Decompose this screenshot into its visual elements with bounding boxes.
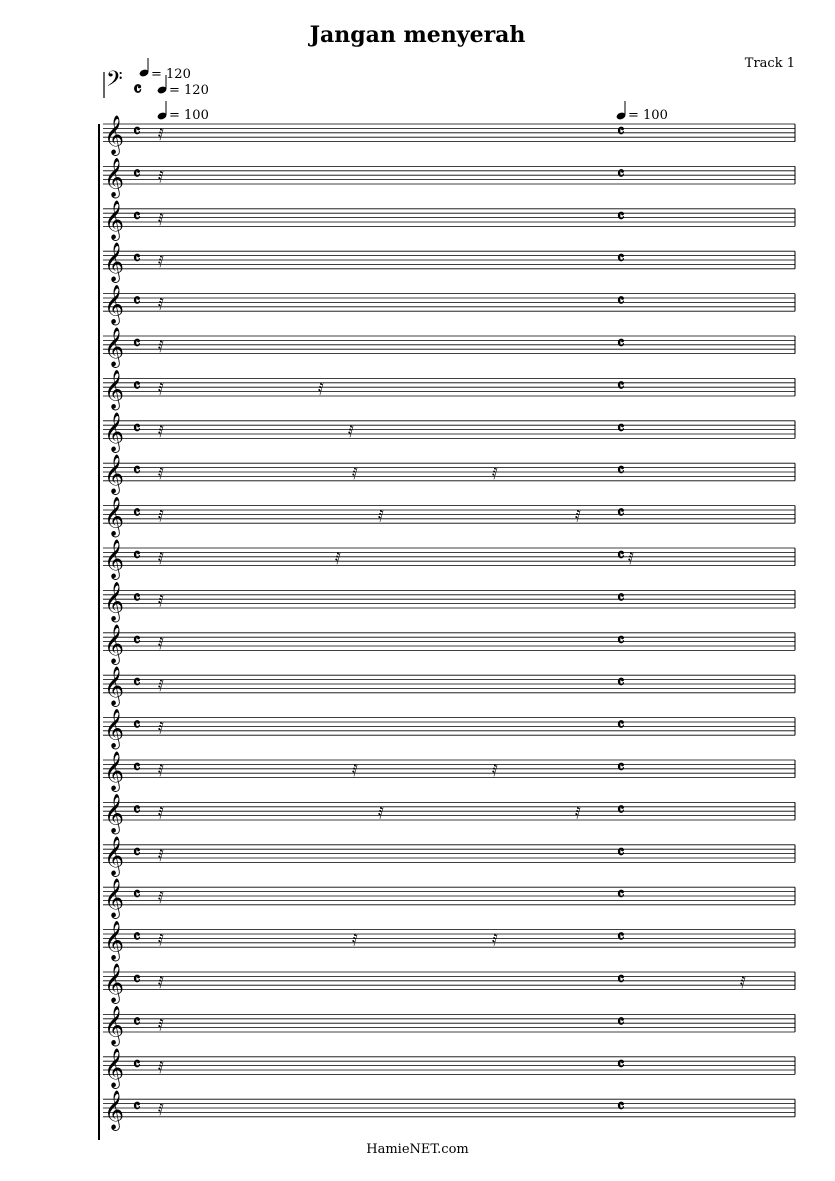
rest-icon: 𝅀 — [158, 209, 164, 229]
treble-clef-icon: 𝄞 — [104, 1047, 125, 1088]
rest-icon: 𝅀 — [158, 591, 164, 611]
treble-clef-icon: 𝄞 — [104, 708, 125, 749]
staff — [103, 793, 795, 834]
time-signature: 𝄴 — [133, 376, 141, 397]
time-signature: 𝄴 — [133, 1054, 141, 1075]
rest-icon: 𝅀 — [492, 464, 498, 484]
rest-icon: 𝅀 — [492, 761, 498, 780]
treble-clef-icon: 𝄞 — [104, 242, 125, 283]
tempo-text: = 120 — [169, 83, 209, 98]
rest-icon: 𝅀 — [348, 421, 354, 441]
staff — [103, 751, 795, 792]
treble-clef-icon: 𝄞 — [104, 581, 125, 622]
time-signature: 𝄴 — [617, 546, 625, 566]
time-signature: 𝄴 — [133, 77, 142, 101]
rest-icon: 𝅀 — [158, 421, 164, 441]
staff — [103, 581, 795, 622]
rest-icon: 𝅀 — [352, 761, 358, 780]
staff — [103, 878, 795, 919]
staff — [103, 242, 795, 283]
rest-icon: 𝅀 — [158, 252, 164, 272]
staff — [103, 624, 795, 665]
rest-icon: 𝅀 — [158, 549, 164, 568]
staff — [103, 412, 795, 453]
time-signature: 𝄴 — [617, 588, 625, 609]
rest-icon: 𝅀 — [575, 506, 581, 526]
staff — [103, 200, 795, 241]
time-signature: 𝄴 — [133, 291, 141, 312]
time-signature: 𝄴 — [617, 1012, 625, 1033]
staff — [103, 1048, 795, 1089]
time-signature: 𝄴 — [617, 1097, 625, 1118]
rest-icon: 𝅀 — [158, 845, 164, 865]
time-signature: 𝄴 — [617, 800, 625, 821]
time-signature: 𝄴 — [617, 334, 625, 354]
rest-icon: 𝅀 — [158, 125, 164, 144]
treble-clef-icon: 𝄞 — [104, 411, 125, 452]
time-signature: 𝄴 — [617, 715, 625, 736]
staff — [103, 709, 795, 750]
time-signature: 𝄴 — [617, 630, 625, 651]
time-signature: 𝄴 — [133, 673, 141, 694]
rest-icon: 𝅀 — [158, 888, 164, 908]
treble-clef-icon: 𝄞 — [104, 284, 125, 325]
rest-icon: 𝅀 — [158, 167, 164, 187]
rest-icon: 𝅀 — [158, 803, 164, 823]
time-signature: 𝄴 — [617, 206, 625, 227]
track-label: Track 1 — [744, 56, 795, 71]
footer-credit: HamieNET.com — [366, 1142, 469, 1157]
bass-system — [104, 58, 668, 123]
time-signature: 𝄴 — [617, 376, 625, 397]
tempo-text: = 100 — [628, 108, 668, 123]
time-signature: 𝄴 — [617, 291, 625, 312]
rest-icon: 𝅀 — [158, 761, 164, 780]
time-signature: 𝄴 — [133, 715, 141, 736]
treble-clef-icon: 𝄞 — [104, 623, 125, 664]
staff — [103, 963, 795, 1004]
time-signature: 𝄴 — [617, 970, 625, 990]
treble-clef-icon: 𝄞 — [104, 327, 125, 367]
treble-clef-icon: 𝄞 — [104, 751, 125, 791]
bass-clef-icon: 𝄢 — [106, 67, 123, 97]
treble-clef-icon: 𝄞 — [104, 199, 125, 240]
time-signature: 𝄴 — [133, 630, 141, 651]
time-signature: 𝄴 — [617, 885, 625, 906]
staff — [103, 539, 795, 580]
rest-icon: 𝅀 — [158, 379, 164, 399]
rest-icon: 𝅀 — [628, 549, 634, 568]
time-signature: 𝄴 — [133, 461, 141, 482]
staff — [103, 369, 795, 410]
tempo-text: = 120 — [151, 67, 191, 82]
time-signature: 𝄴 — [133, 122, 141, 142]
time-signature: 𝄴 — [617, 503, 625, 524]
rest-icon: 𝅀 — [158, 676, 164, 696]
staff — [103, 666, 795, 707]
rest-icon: 𝅀 — [158, 1100, 164, 1120]
time-signature: 𝄴 — [133, 1097, 141, 1118]
rest-icon: 𝅀 — [158, 464, 164, 484]
rest-icon: 𝅀 — [158, 973, 164, 992]
time-signature: 𝄴 — [133, 249, 141, 270]
time-signature: 𝄴 — [133, 927, 141, 948]
rest-icon: 𝅀 — [318, 379, 324, 399]
treble-clef-icon: 𝄞 — [104, 115, 125, 155]
rest-icon: 𝅀 — [158, 1015, 164, 1035]
rest-icon: 𝅀 — [378, 803, 384, 823]
time-signature: 𝄴 — [133, 885, 141, 906]
treble-clef-icon: 𝄞 — [104, 963, 125, 1003]
rest-icon: 𝅀 — [158, 1057, 164, 1077]
treble-clef-icon: 𝄞 — [104, 1090, 125, 1131]
treble-clef-icon: 𝄞 — [104, 666, 125, 707]
time-signature: 𝄴 — [133, 334, 141, 354]
time-signature: 𝄴 — [617, 1054, 625, 1075]
time-signature: 𝄴 — [133, 546, 141, 566]
time-signature: 𝄴 — [617, 418, 625, 439]
staff — [103, 454, 795, 495]
rest-icon: 𝅀 — [352, 464, 358, 484]
staff — [103, 1090, 795, 1131]
rest-icon: 𝅀 — [352, 930, 358, 950]
tempo-text: = 100 — [169, 108, 209, 123]
time-signature: 𝄴 — [133, 758, 141, 778]
score-title: Jangan menyerah — [309, 22, 526, 48]
staff — [103, 1005, 795, 1046]
treble-clef-icon: 𝄞 — [104, 1005, 125, 1046]
staff — [103, 285, 795, 326]
treble-clef-icon: 𝄞 — [104, 539, 125, 579]
staff — [103, 497, 795, 538]
time-signature: 𝄴 — [133, 800, 141, 821]
staff-group — [103, 115, 795, 1131]
time-signature: 𝄴 — [133, 970, 141, 990]
staff — [103, 836, 795, 877]
time-signature: 𝄴 — [617, 842, 625, 863]
time-signature: 𝄴 — [133, 164, 141, 185]
tempo-mark-1 — [139, 58, 191, 82]
treble-clef-icon: 𝄞 — [104, 878, 125, 919]
treble-clef-icon: 𝄞 — [104, 793, 125, 834]
rest-icon: 𝅀 — [335, 549, 341, 568]
time-signature: 𝄴 — [617, 461, 625, 482]
rest-icon: 𝅀 — [575, 803, 581, 823]
time-signature: 𝄴 — [617, 122, 625, 142]
time-signature: 𝄴 — [133, 588, 141, 609]
rest-icon: 𝅀 — [158, 294, 164, 314]
rest-icon: 𝅀 — [378, 506, 384, 526]
time-signature: 𝄴 — [133, 418, 141, 439]
rest-icon: 𝅀 — [158, 506, 164, 526]
staff — [103, 157, 795, 198]
staff — [103, 327, 795, 368]
rest-icon: 𝅀 — [158, 633, 164, 653]
time-signature: 𝄴 — [617, 673, 625, 694]
time-signature: 𝄴 — [133, 1012, 141, 1033]
rest-icon: 𝅀 — [740, 973, 746, 992]
treble-clef-icon: 𝄞 — [104, 496, 125, 537]
treble-clef-icon: 𝄞 — [104, 369, 125, 410]
treble-clef-icon: 𝄞 — [104, 920, 125, 961]
staff — [103, 921, 795, 962]
rest-icon: 𝅀 — [158, 718, 164, 738]
time-signature: 𝄴 — [617, 249, 625, 270]
treble-clef-icon: 𝄞 — [104, 835, 125, 876]
tempo-mark-3 — [157, 101, 209, 123]
tempo-mark-4 — [616, 101, 668, 123]
time-signature: 𝄴 — [133, 503, 141, 524]
rest-icon: 𝅀 — [492, 930, 498, 950]
time-signature: 𝄴 — [617, 758, 625, 778]
time-signature: 𝄴 — [617, 927, 625, 948]
rest-icon: 𝅀 — [158, 930, 164, 950]
treble-clef-icon: 𝄞 — [104, 454, 125, 495]
rest-icon: 𝅀 — [158, 337, 164, 356]
time-signature: 𝄴 — [133, 206, 141, 227]
treble-clef-icon: 𝄞 — [104, 157, 125, 198]
time-signature: 𝄴 — [133, 842, 141, 863]
time-signature: 𝄴 — [617, 164, 625, 185]
